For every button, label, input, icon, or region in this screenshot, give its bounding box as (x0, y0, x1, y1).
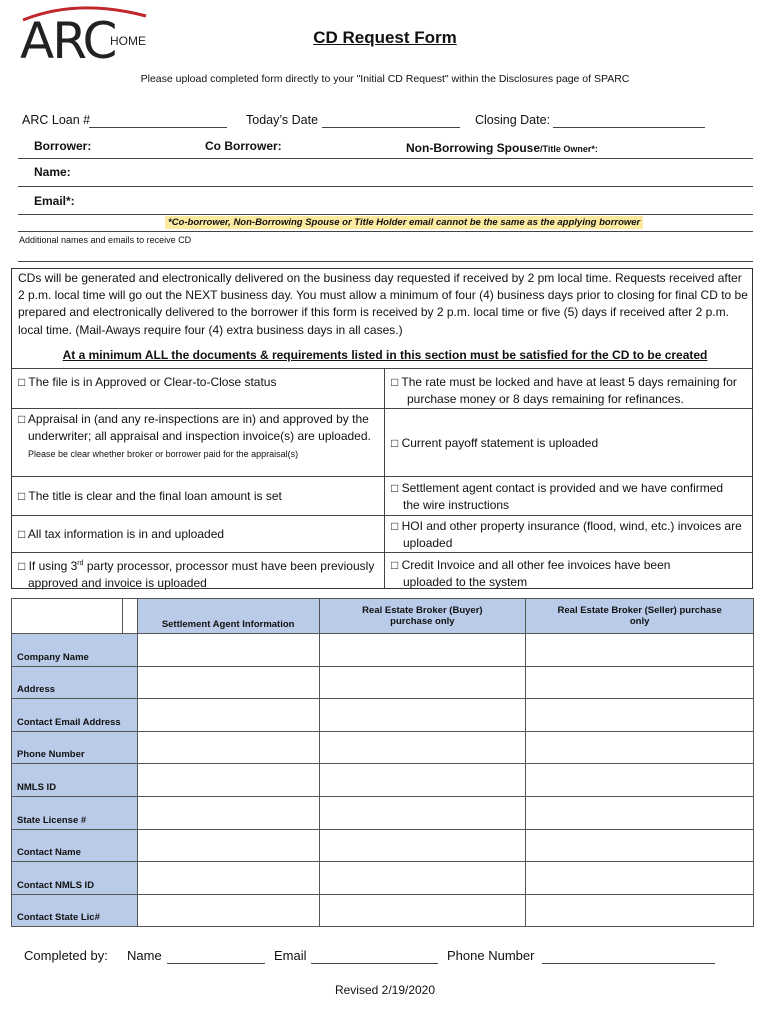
settlement-agent-cell[interactable] (137, 894, 319, 927)
table-corner (12, 599, 123, 634)
loan-number-field[interactable] (89, 127, 227, 128)
seller-broker-cell[interactable] (526, 796, 754, 829)
checklist-approved-status[interactable]: □ The file is in Approved or Clear-to-Close status (18, 375, 277, 389)
seller-broker-cell[interactable] (526, 764, 754, 797)
checklist-third-party[interactable] (18, 555, 378, 592)
borrower-label: Borrower: (34, 139, 92, 153)
divider (11, 476, 753, 477)
row-label: Phone Number (12, 731, 138, 764)
buyer-broker-cell[interactable] (319, 829, 526, 862)
header-seller-broker: Real Estate Broker (Seller) purchase only (526, 599, 754, 634)
upload-instructions: Please upload completed form directly to your "Initial CD Request" within the Disclosures page of SPARC (140, 73, 630, 85)
checklist-rate-locked[interactable]: □ The rate must be locked and have at least 5 days remaining for purchase money or 8 days remaining for refinances. (391, 375, 737, 406)
settlement-agent-cell[interactable] (137, 862, 319, 895)
checklist-appraisal[interactable] (18, 411, 378, 463)
seller-broker-cell[interactable] (526, 699, 754, 732)
name-label: Name: (34, 165, 71, 179)
buyer-broker-cell[interactable] (319, 796, 526, 829)
row-label: Contact NMLS ID (12, 862, 138, 895)
closing-date-field[interactable] (553, 127, 705, 128)
email-warning-note: *Co-borrower, Non-Borrowing Spouse or Title Holder email cannot be the same as the applying borrower (165, 216, 643, 229)
additional-recipients-field[interactable] (18, 261, 753, 262)
logo-home-text: HOME (110, 34, 146, 48)
seller-broker-cell[interactable] (526, 829, 754, 862)
email-label: Email*: (34, 194, 75, 208)
row-label: Contact State Lic# (12, 894, 138, 927)
third-party-pre: □ If using 3 (18, 559, 78, 573)
completed-name-field[interactable] (167, 963, 265, 964)
page-title: CD Request Form (313, 28, 457, 47)
settlement-agent-cell[interactable] (137, 829, 319, 862)
checklist-hoi[interactable]: □ HOI and other property insurance (flood, wind, etc.) invoices are uploaded (391, 519, 742, 550)
completed-phone-label: Phone Number (447, 948, 535, 963)
table-row (12, 699, 754, 732)
divider (11, 368, 753, 369)
completed-email-field[interactable] (311, 963, 438, 964)
table-row (12, 634, 754, 667)
checklist-tax-info[interactable]: □ All tax information is in and uploaded (18, 527, 225, 541)
settlement-agent-cell[interactable] (137, 699, 319, 732)
settlement-agent-cell[interactable] (137, 764, 319, 797)
table-row (12, 731, 754, 764)
column-divider (384, 368, 385, 589)
row-label: Contact Email Address (12, 699, 138, 732)
header-settlement-agent: Settlement Agent Information (137, 599, 319, 634)
non-borrowing-spouse-label (406, 139, 598, 157)
logo-arc-text: ARC (20, 12, 116, 70)
table-row (12, 829, 754, 862)
third-party-sup: rd (77, 560, 84, 567)
checklist-credit-invoice[interactable]: □ Credit Invoice and all other fee invoices have been uploaded to the system (391, 558, 671, 589)
row-label: Company Name (12, 634, 138, 667)
closing-date-label: Closing Date: (475, 113, 551, 127)
appraisal-text: □ Appraisal in (and any re-inspections are in) and approved by the underwriter; all appraisal and inspection invoice(s) are uploaded. (18, 412, 371, 443)
delivery-policy-text: CDs will be generated and electronically delivered on the business day requested if received by 2 pm local time. Requests received after 2 p.m. local time will go out the NEXT business day. You must allow a minimum of four (4) business days prior to closing for final CD to be prepared and electronically delivered to the borrower if this form is received by 2 p.m. local time or five (5) days if received after 2 p.m. local time. (Mail-Aways require four (4) extra business days in all cases.) (18, 271, 748, 337)
divider (11, 552, 753, 553)
agent-info-table (11, 598, 754, 927)
completed-by-label: Completed by: (24, 948, 108, 963)
table-row (12, 796, 754, 829)
completed-phone-field[interactable] (542, 963, 715, 964)
todays-date-field[interactable] (322, 127, 460, 128)
checklist-payoff[interactable]: □ Current payoff statement is uploaded (391, 436, 599, 450)
table-row (12, 862, 754, 895)
buyer-broker-cell[interactable] (319, 699, 526, 732)
row-label: NMLS ID (12, 764, 138, 797)
settlement-agent-cell[interactable] (137, 796, 319, 829)
coborrower-label: Co Borrower: (205, 139, 282, 153)
seller-broker-cell[interactable] (526, 731, 754, 764)
table-header-row (12, 599, 754, 634)
buyer-broker-cell[interactable] (319, 731, 526, 764)
completed-name-label: Name (127, 948, 162, 963)
table-row (12, 894, 754, 927)
row-label: State License # (12, 796, 138, 829)
seller-broker-cell[interactable] (526, 666, 754, 699)
email-field[interactable] (18, 214, 753, 215)
checklist-title-clear[interactable]: □ The title is clear and the final loan amount is set (18, 489, 282, 503)
nbs-suffix: /Title Owner*: (540, 144, 598, 154)
name-field[interactable] (18, 186, 753, 187)
third-party-post: party processor, processor must have been previously approved and invoice is uploaded (28, 559, 375, 590)
table-row (12, 666, 754, 699)
todays-date-label: Today’s Date (246, 113, 319, 127)
buyer-broker-cell[interactable] (319, 764, 526, 797)
revision-date: Revised 2/19/2020 (334, 983, 436, 997)
table-row (12, 764, 754, 797)
row-label: Contact Name (12, 829, 138, 862)
requirements-heading: At a minimum ALL the documents & requirements listed in this section must be satisfied for the CD to be created (62, 348, 708, 362)
buyer-broker-cell[interactable] (319, 894, 526, 927)
loan-number-label: ARC Loan # (22, 113, 91, 127)
settlement-agent-cell[interactable] (137, 666, 319, 699)
table-corner-narrow (122, 599, 137, 634)
header-buyer-broker: Real Estate Broker (Buyer) purchase only (319, 599, 526, 634)
divider (11, 408, 753, 409)
checklist-settlement-agent[interactable]: □ Settlement agent contact is provided and we have confirmed the wire instructions (391, 481, 724, 512)
settlement-agent-cell[interactable] (137, 634, 319, 667)
seller-broker-cell[interactable] (526, 894, 754, 927)
divider (18, 231, 753, 232)
row-label: Address (12, 666, 138, 699)
nbs-text: Non-Borrowing Spouse (406, 141, 540, 155)
buyer-broker-cell[interactable] (319, 666, 526, 699)
additional-recipients-label: Additional names and emails to receive CD (19, 235, 192, 245)
seller-broker-cell[interactable] (526, 862, 754, 895)
divider (11, 515, 753, 516)
completed-email-label: Email (274, 948, 307, 963)
appraisal-note: Please be clear whether broker or borrower paid for the appraisal(s) (28, 449, 299, 459)
buyer-broker-cell[interactable] (319, 862, 526, 895)
divider (18, 158, 753, 159)
settlement-agent-cell[interactable] (137, 731, 319, 764)
seller-broker-cell[interactable] (526, 634, 754, 667)
buyer-broker-cell[interactable] (319, 634, 526, 667)
